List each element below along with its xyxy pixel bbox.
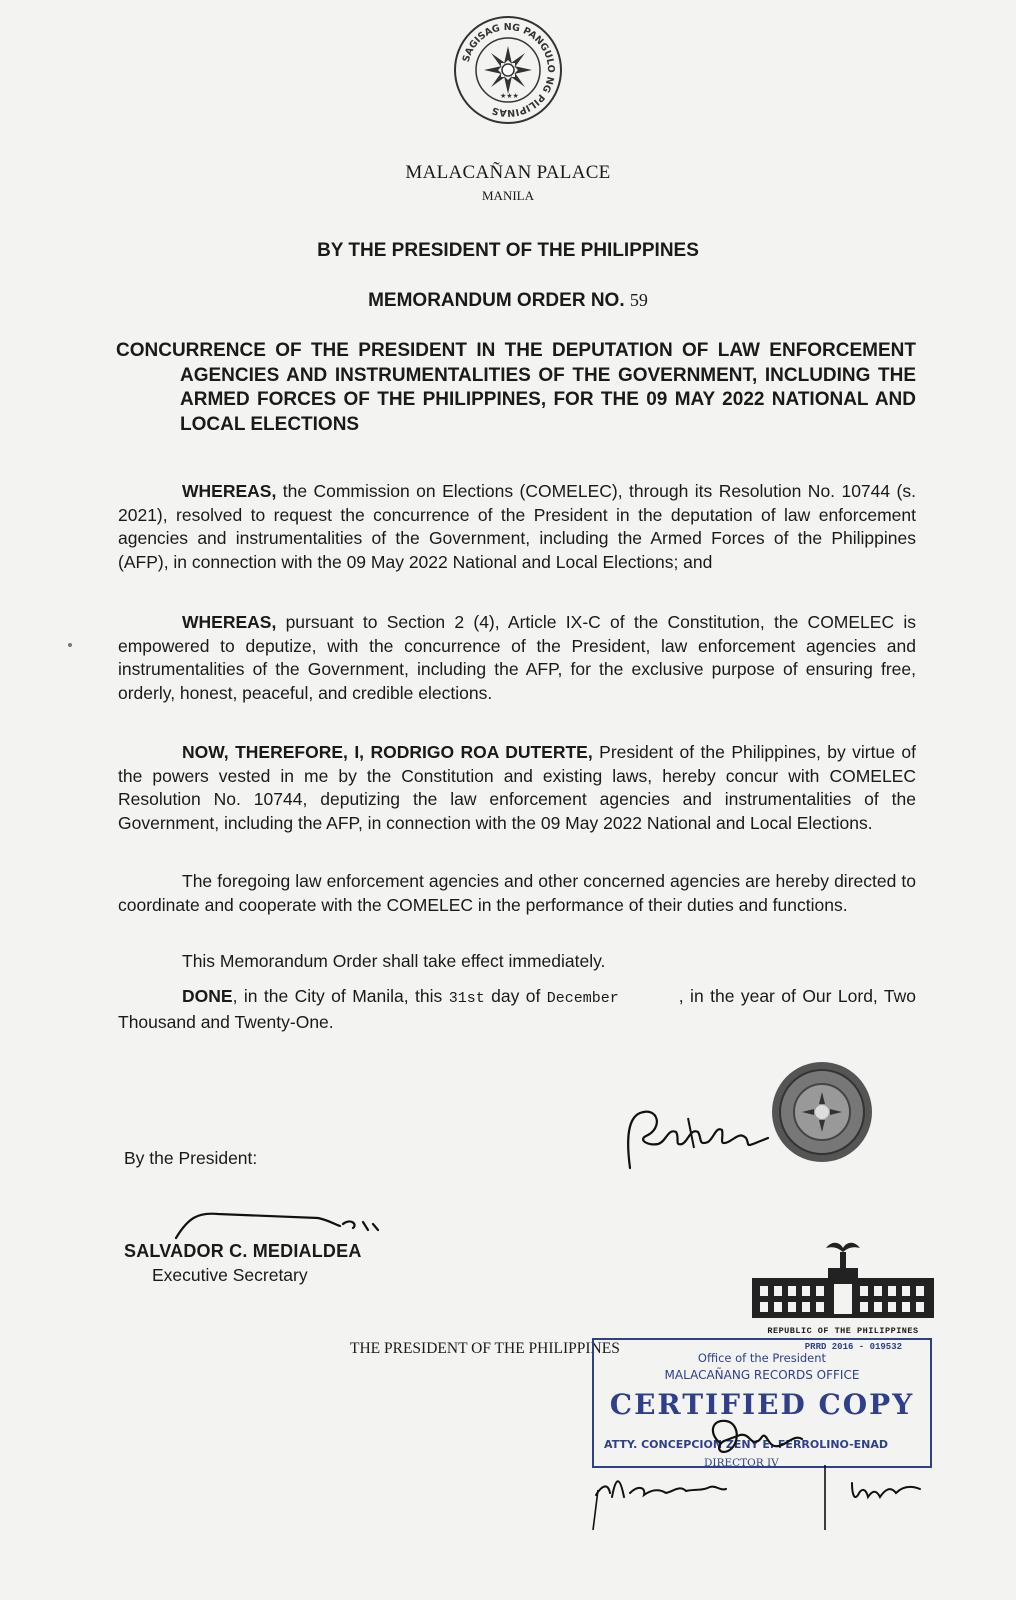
paragraph-whereas-1 bbox=[118, 480, 916, 574]
paragraph-directive: The foregoing law enforcement agencies and other concerned agencies are hereby directed to coordinate and cooperate with the COMELEC in the performance of their duties and functions. bbox=[118, 871, 916, 915]
dry-seal-icon bbox=[770, 1060, 874, 1164]
stamp-director: DIRECTOR IV bbox=[704, 1457, 779, 1469]
paragraph-text: , in the City of Manila, this bbox=[232, 986, 449, 1006]
stamp-reference: PRRD 2016 - 019532 bbox=[804, 1342, 902, 1352]
svg-text:★★★: ★★★ bbox=[500, 93, 519, 100]
paragraph-lead: WHEREAS, bbox=[182, 612, 277, 632]
stamp-records: MALACAÑANG RECORDS OFFICE bbox=[664, 1368, 860, 1382]
order-title: CONCURRENCE OF THE PRESIDENT IN THE DEPUTATION OF LAW ENFORCEMENT AGENCIES AND INSTRUMENTALITIES OF THE GOVERNMENT, INCLUDING THE ARMED FORCES OF THE PHILIPPINES, FOR THE 09 MAY 2022 NATIONAL AND LOCAL ELECTIONS bbox=[116, 340, 916, 435]
secretary-title: Executive Secretary bbox=[152, 1265, 308, 1285]
margin-mark bbox=[68, 643, 72, 647]
typed-day: 31st bbox=[448, 990, 485, 1007]
paragraph-text: pursuant to Section 2 (4), Article IX-C of the Constitution, the COMELEC is empowered to deputize, with the concurrence of the President, law enforcement agencies and instrumentalities of the Government, including the AFP, for the exclusive purpose of ensuring free, orderly, honest, peaceful, and credible elections. bbox=[118, 612, 916, 703]
order-number: 59 bbox=[629, 290, 648, 310]
secretary-name: SALVADOR C. MEDIALDEA bbox=[124, 1241, 362, 1261]
paragraph-text: , in the year of Our Lord, Two Thousand and Twenty-One. bbox=[118, 986, 916, 1032]
issuer-heading: BY THE PRESIDENT OF THE PHILIPPINES bbox=[317, 240, 699, 261]
paragraph-text: President of the Philippines, by virtue of the powers vested in me by the Constitution and existing laws, hereby concur with COMELEC Resolution No. 10744, deputizing the law enforcement agencies and instrumentalities of the Government, including the AFP, in connection with the 09 May 2022 National and Local Elections. bbox=[118, 742, 916, 833]
paragraph-text: day of bbox=[484, 986, 547, 1006]
president-line: THE PRESIDENT OF THE PHILIPPINES bbox=[350, 1340, 620, 1357]
paragraph-text: the Commission on Elections (COMELEC), through its Resolution No. 10744 (s. 2021), resolved to request the concurrence of the President in the deputation of law enforcement agencies and instrumentalities of the Government, including the Armed Forces of the Philippines (AFP), in connection with the 09 May 2022 National and Local Elections; and bbox=[118, 481, 916, 572]
paragraph-lead: WHEREAS, bbox=[182, 481, 277, 501]
order-label: MEMORANDUM ORDER NO. bbox=[368, 290, 625, 311]
palace-city: MANILA bbox=[482, 188, 534, 203]
stamp-certified: CERTIFIED COPY bbox=[609, 1388, 915, 1421]
stamp-office: Office of the President bbox=[697, 1351, 827, 1365]
stamp-attorney: ATTY. CONCEPCION ZENY E. FERROLINO-ENAD bbox=[604, 1438, 889, 1451]
typed-month: December bbox=[546, 990, 619, 1007]
paragraph-lead: NOW, THEREFORE, I, RODRIGO ROA DUTERTE, bbox=[182, 742, 593, 762]
paragraph-lead: DONE bbox=[182, 986, 233, 1006]
paragraph-done bbox=[118, 985, 916, 1034]
order-heading bbox=[0, 290, 1016, 312]
president-signature bbox=[618, 1098, 778, 1178]
palace-building-icon bbox=[748, 1240, 938, 1320]
palace-name: MALACAÑAN PALACE bbox=[405, 162, 611, 183]
republic-caption: REPUBLIC OF THE PHILIPPINES bbox=[767, 1326, 919, 1336]
paragraph-whereas-2 bbox=[118, 611, 916, 705]
by-the-president-label: By the President: bbox=[124, 1148, 258, 1168]
stamp-signature bbox=[590, 1405, 935, 1535]
presidential-seal-icon bbox=[452, 14, 564, 126]
paragraph-effectivity: This Memorandum Order shall take effect immediately. bbox=[182, 951, 606, 971]
paragraph-now-therefore bbox=[118, 741, 916, 835]
svg-text:SAGISAG NG PANGULO NG PILIPINA: SAGISAG NG PANGULO NG PILIPINAS bbox=[460, 21, 557, 119]
